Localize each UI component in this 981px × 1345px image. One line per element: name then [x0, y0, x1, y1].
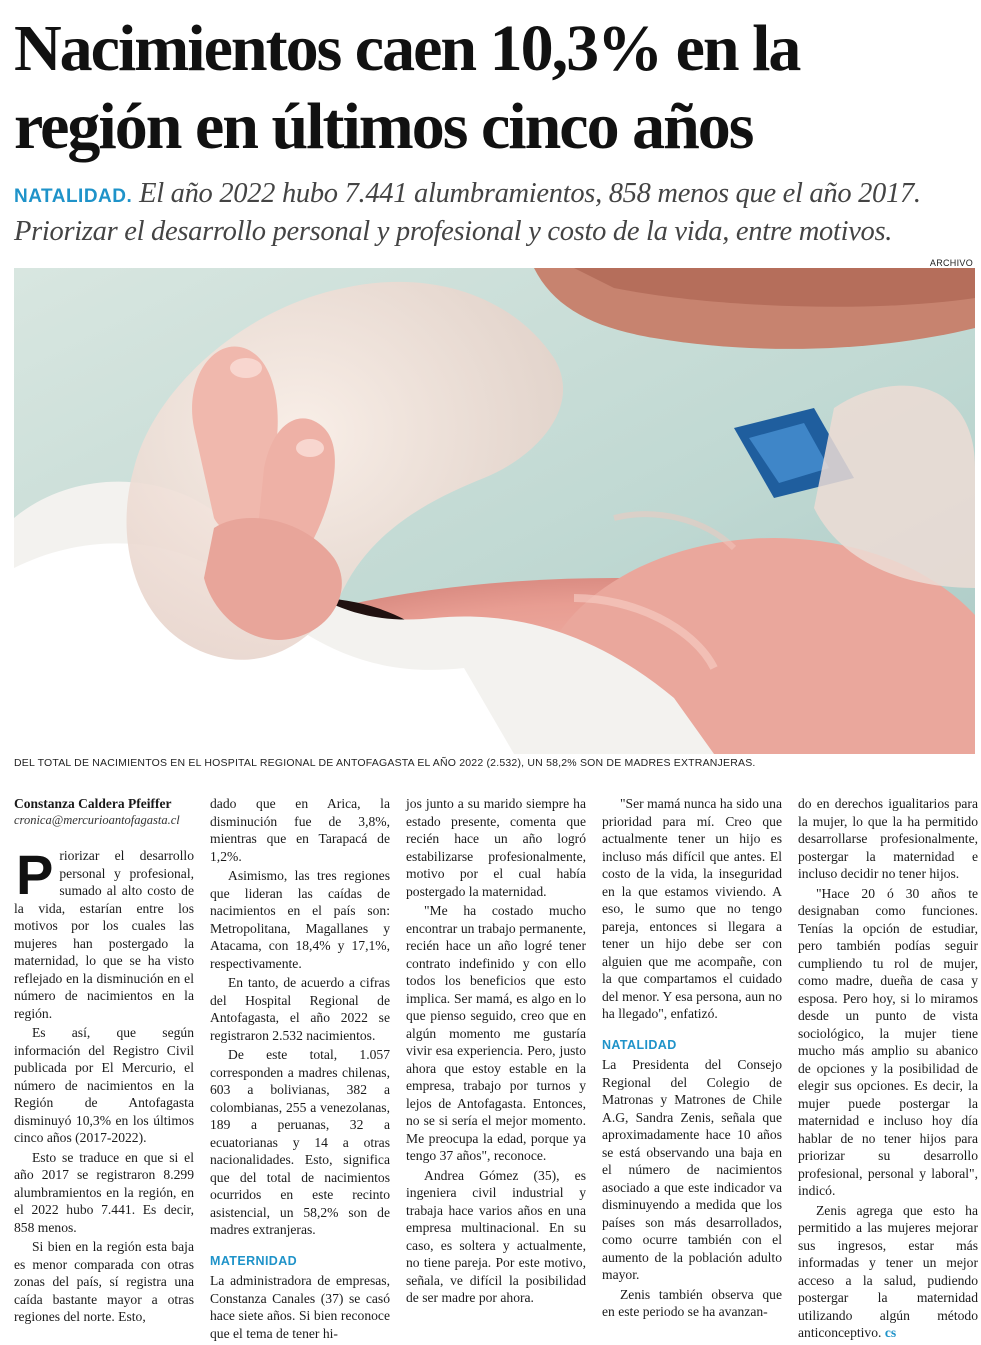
paragraph-18 [798, 1202, 978, 1342]
photo-caption: DEL TOTAL DE NACIMIENTOS EN EL HOSPITAL REGIONAL DE ANTOFAGASTA EL AÑO 2022 (2.532), UN 58,2% SON DE MADRES EXTRANJERAS. [14, 757, 756, 769]
paragraph-1-text: riorizar el desarrollo personal y profesional, sumado al alto costo de la vida, estarían entre los motivos por los cuales las mujeres han postergado la maternidad, lo que se ha visto reflejado en la disminución en el número de nacimientos en la región. [14, 848, 194, 1021]
deck-text: El año 2022 hubo 7.441 alumbramientos, 858 menos que el año 2017. Priorizar el desarrollo personal y profesional y costo de la vida, entre motivos. [14, 178, 921, 247]
headline-line-1: Nacimientos caen 10,3% en la [14, 12, 800, 85]
paragraph-1 [14, 843, 194, 1022]
paragraph-9: La administradora de empresas, Constanza Canales (37) se casó hace siete años. Si bien reconoce que el tema de tener hi- [210, 1273, 390, 1341]
paragraph-16: do en derechos igualitarios para la mujer, lo que la ha permitido desarrollarse profesionalmente, postergar la maternidad e incluso decidir no tener hijos. [798, 796, 978, 881]
headline-line-2: región en últimos cinco años [14, 90, 753, 163]
author-name: Constanza Caldera Pfeiffer [14, 796, 172, 811]
column-5 [798, 795, 978, 1340]
author-email[interactable]: cronica@mercurioantofagasta.cl [14, 813, 180, 827]
paragraph-12: Andrea Gómez (35), es ingeniera civil industrial y trabaja hace varios años en una empresa multinacional. En su caso, es soltera y actualmente, no tiene pareja. Por este motivo, señala, ve difícil la posibilidad de ser madre por ahora. [406, 1167, 586, 1305]
paragraph-3: Esto se traduce en que si el año 2017 se registraron 8.299 alumbramientos en la región, en el 2022 hubo 7.441. Es decir, 858 menos. [14, 1149, 194, 1235]
photo-credit: ARCHIVO [929, 258, 973, 268]
column-2 [210, 795, 390, 1341]
end-mark: cs [884, 1325, 897, 1340]
paragraph-4: Si bien en la región esta baja es menor comparada con otras zonas del país, sí registra una caída bastante mayor a otras regiones del norte. Esto, [14, 1239, 194, 1324]
newborn-photo-illustration [14, 268, 975, 754]
deck-kicker: NATALIDAD. [14, 186, 133, 207]
paragraph-10: jos junto a su marido siempre ha estado presente, comenta que recién hace un año logró estabilizarse profesionalmente, motivo por el cual había postergado la maternidad. [406, 796, 586, 899]
column-1 [14, 795, 194, 1325]
paragraph-14: La Presidenta del Consejo Regional del Colegio de Matronas y Matrones de Chile A.G, Sandra Zenis, señala que aproximadamente hace 10 años se está observando una baja en el número de nacimientos asociado a que este indicador va disminuyendo a medida que los países son más desarrollados, como ocurre también con el aumento de la población adulto mayor. [602, 1057, 782, 1282]
dropcap: P [16, 843, 54, 906]
paragraph-18-text: Zenis agrega que esto ha permitido a las mujeres mejorar sus ingresos, estar más informadas y tener un mejor acceso a la salud, pudiendo postergar la maternidad utilizando algún método anticonceptivo. [798, 1202, 978, 1340]
headline [14, 10, 974, 166]
newborn-photo [14, 268, 975, 754]
column-4 [602, 795, 782, 1325]
paragraph-15: Zenis también observa que en este periodo se ha avanzan- [602, 1286, 782, 1319]
paragraph-17: "Hace 20 ó 30 años te designaban como funciones. Tenías la opción de estudiar, pero también podías seguir cumpliendo tu rol de mujer, como madre, dueña de casa y esposa. Pero hoy, si lo miramos desde un punto de vista sociológico, la mujer tiene mucho más amplio su abanico de opciones y la posibilidad de elegir sus opciones. Es decir, la mujer puede postergar la maternidad e incluso hoy día hablar de no tener hijos para priorizar su desarrollo profesional, personal y laboral", indicó. [798, 885, 978, 1198]
subhead-natalidad: NATALIDAD [602, 1037, 677, 1052]
column-3 [406, 795, 586, 1325]
paragraph-7: En tanto, de acuerdo a cifras del Hospital Regional de Antofagasta, el año 2022 se registraron 2.532 nacimientos. [210, 975, 390, 1043]
paragraph-2: Es así, que según información del Registro Civil publicada por El Mercurio, el número de nacimientos en la Región de Antofagasta disminuyó 10,3% en los últimos cinco años (2017-2022). [14, 1025, 194, 1145]
paragraph-8: De este total, 1.057 corresponden a madres chilenas, 603 a bolivianas, 382 a colombianas, 255 a venezolanas, 189 a peruanas, 32 a ecuatorianas y 14 a otras nacionalidades. Esto, significa que del total de nacimientos ocurridos en este recinto asistencial, un 58,2% son de madres extranjeras. [210, 1047, 390, 1237]
paragraph-11: "Me ha costado mucho encontrar un trabajo permanente, recién hace un año logré tener contrato indefinido y con ello todos los beneficios que esto implica. Ser mamá, es algo en lo que pienso seguido, creo que en algún momento me gustaría vivir esa experiencia. Pero, justo ahora que estoy estable en la empresa, trabajo por turnos y lejos de Antofagasta. Entonces, no se si sería el mejor momento. Me preocupa la edad, porque ya tengo 37 años", reconoce. [406, 903, 586, 1163]
paragraph-5: dado que en Arica, la disminución fue de 3,8%, mientras que en Tarapacá de 1,2%. [210, 796, 390, 864]
paragraph-13: "Ser mamá nunca ha sido una prioridad para mí. Creo que actualmente tener un hijo es incluso más difícil que antes. El costo de la vida, la inseguridad en la que estamos viviendo. A eso, le sumo que no tengo pareja, entonces si llegara a tener un hijo debe ser con alguien que me acompañe, con la que compartamos el cuidado del menor. Y esa persona, aun no ha llegado", enfatizó. [602, 796, 782, 1021]
deck [14, 176, 974, 249]
subhead-maternidad: MATERNIDAD [210, 1253, 298, 1268]
paragraph-6: Asimismo, las tres regiones que lideran las caídas de nacimientos en el país son: Metropolitana, Magallanes y Atacama, con 18,4% y 17,1%, respectivamente. [210, 868, 390, 971]
